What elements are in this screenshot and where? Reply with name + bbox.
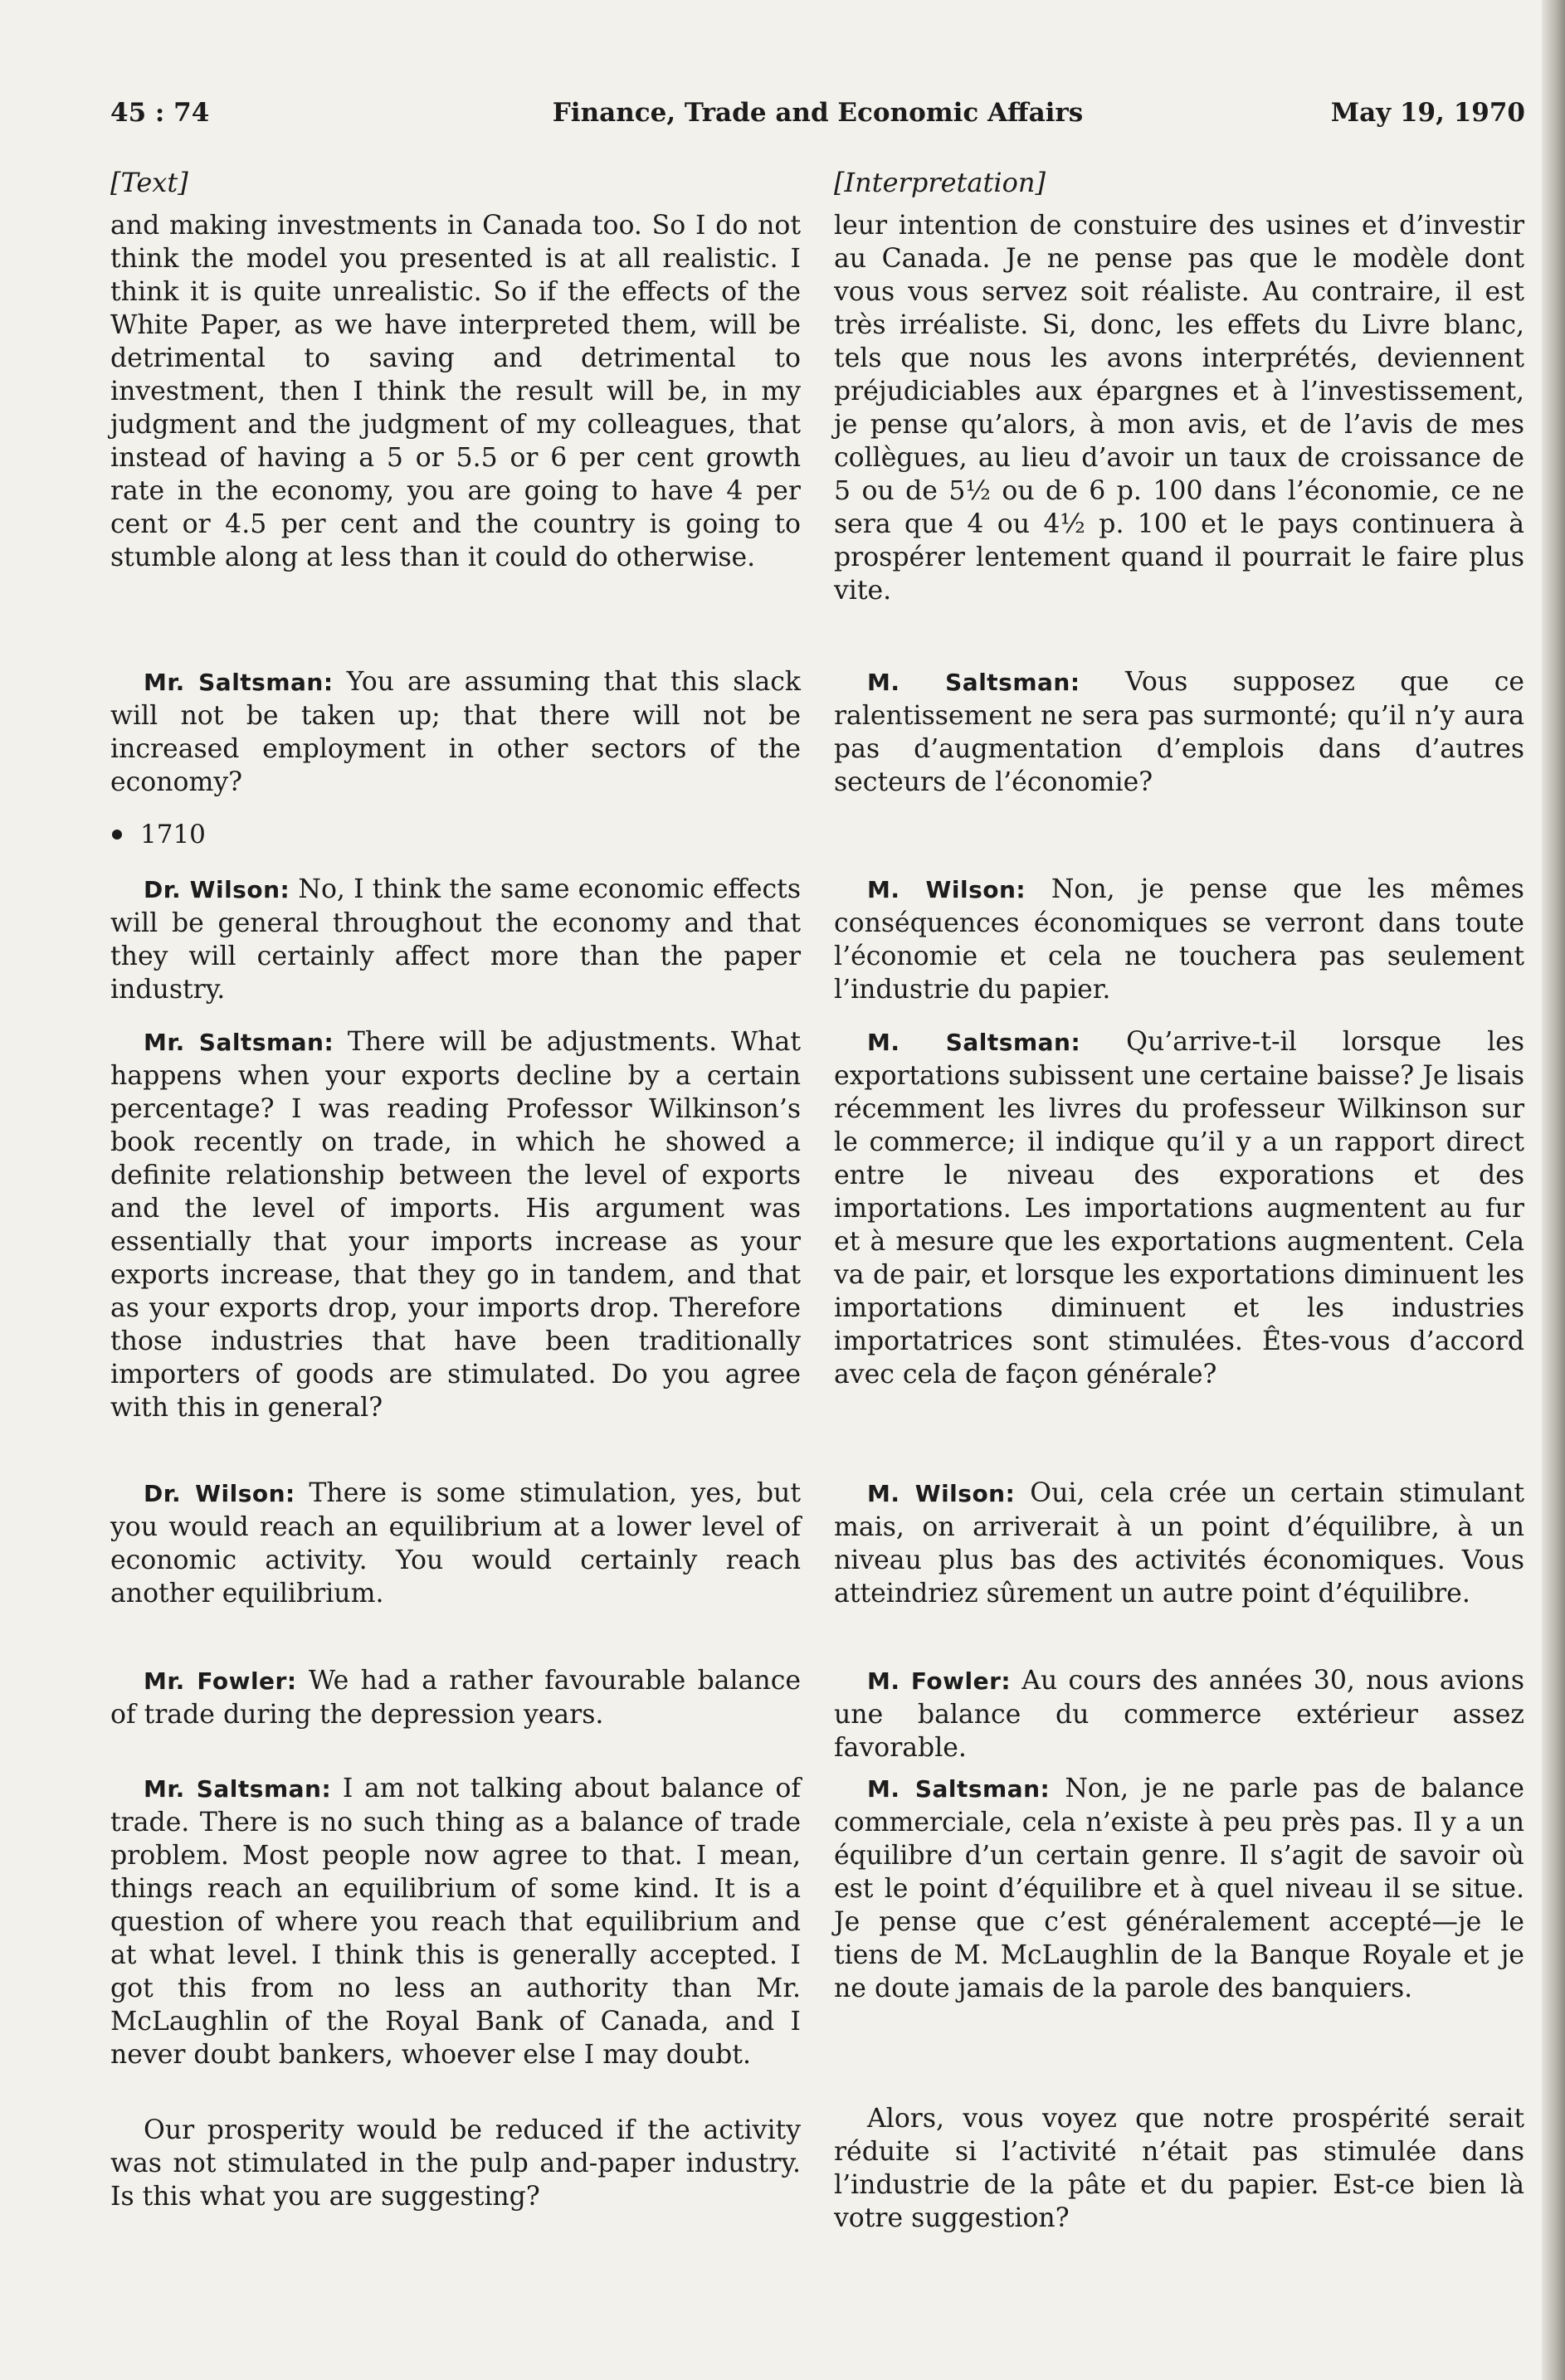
- speech: [834, 873, 1524, 1006]
- speech: [834, 1477, 1524, 1610]
- speaker-name: Mr. Saltsman:: [144, 1029, 334, 1056]
- column-label-text: [Text]: [110, 167, 188, 198]
- paragraph: [110, 2114, 801, 2213]
- time-marker-text: 1710: [140, 820, 206, 849]
- speech-text: There will be adjustments. What happens when your exports decline by a certain percentage? I was reading Professor Wilkinson’s book recently on trade, in which he showed a definite relationship between the level of exports and the level of imports. His argument was essentially that your imports increase as your exports increase, that they go in tandem, and that as your exports drop, your imports drop. Therefore those industries that have been traditionally importers of goods are stimulated. Do you agree with this in general?: [110, 1027, 801, 1423]
- speech-text: Non, je pense que les mêmes conséquences économiques se verront dans toute l’économie et cela ne touchera pas seulement l’industrie du papier.: [834, 874, 1524, 1005]
- speaker-name: M. Saltsman:: [867, 1775, 1051, 1803]
- speaker-name: Dr. Wilson:: [144, 1480, 295, 1507]
- speaker-name: Mr. Saltsman:: [144, 669, 334, 696]
- speaker-name: M. Wilson:: [867, 1480, 1016, 1507]
- speech: [834, 1664, 1524, 1764]
- paragraph: [110, 209, 801, 574]
- page-number: 45 : 74: [110, 98, 210, 128]
- speaker-name: M. Saltsman:: [867, 1029, 1081, 1056]
- speaker-name: Dr. Wilson:: [144, 876, 290, 903]
- speech-text: Au cours des années 30, nous avions une balance du commerce extérieur assez favorable.: [834, 1666, 1525, 1763]
- header-date: May 19, 1970: [1330, 98, 1525, 128]
- page-edge-shadow: [1542, 0, 1565, 2380]
- speech-text: Vous supposez que ce ralentissement ne sera pas surmonté; qu’il n’y aura pas d’augmentation d’emplois dans d’autres secteurs de l’économie?: [834, 667, 1524, 797]
- english-column: [110, 166, 801, 2212]
- paragraph-text: Alors, vous voyez que notre prospérité serait réduite si l’activité n’était pas stimulée dans l’industrie de la pâte et du papier. Est-ce bien là votre suggestion?: [834, 2104, 1524, 2233]
- paragraph-text: Our prosperity would be reduced if the activity was not stimulated in the pulp and-paper industry. Is this what you are suggesting?: [110, 2115, 801, 2212]
- french-column: [834, 166, 1525, 2233]
- speech: [110, 1664, 801, 1731]
- speech: [110, 665, 801, 799]
- speech-text: There is some stimulation, yes, but you would reach an equilibrium at a lower level of economic activity. You would certainly reach another equilibrium.: [110, 1478, 801, 1609]
- speech: [110, 1772, 801, 2071]
- speaker-name: Mr. Fowler:: [144, 1667, 297, 1695]
- speaker-name: M. Fowler:: [867, 1667, 1012, 1695]
- speech-text: No, I think the same economic effects will be general throughout the economy and that they will certainly affect more than the paper industry.: [110, 874, 801, 1005]
- speech: [834, 1025, 1524, 1391]
- speech-text: Qu’arrive-t-il lorsque les exportations subissent une certaine baisse? Je lisais récemment les livres du professeur Wilkinson sur le commerce; il indique qu’il y a un rapport direct entre le niveau des exporations et des importations. Les importations augmentent au fur et à mesure que les exportations augmentent. Cela va de pair, et lorsque les exportations diminuent les importations diminuent et les industries importatrices sont stimulées. Êtes-vous d’accord avec cela de façon générale?: [834, 1027, 1524, 1390]
- speech: [110, 1025, 801, 1424]
- speech: [834, 665, 1524, 799]
- speaker-name: M. Wilson:: [867, 876, 1026, 903]
- time-marker: [110, 818, 801, 851]
- speech-text: Oui, cela crée un certain stimulant mais, on arriverait à un point d’équilibre, à un niveau plus bas des activités économiques. Vous atteindriez sûrement un autre point d’équilibre.: [834, 1478, 1524, 1609]
- speaker-name: M. Saltsman:: [867, 669, 1080, 696]
- running-title: Finance, Trade and Economic Affairs: [552, 98, 1084, 128]
- paragraph-text: and making investments in Canada too. So I do not think the model you presented is at all realistic. I think it is quite unrealistic. So if the effects of the White Paper, as we have interpreted them, will be detrimental to saving and detrimental to investment, then I think the result will be, in my judgment and the judgment of my colleagues, that instead of having a 5 or 5.5 or 6 per cent growth rate in the economy, you are going to have 4 per cent or 4.5 per cent and the country is going to stumble along at less than it could do otherwise.: [110, 211, 801, 572]
- column-label-text: [Interpretation]: [834, 167, 1046, 198]
- speech-text: We had a rather favourable balance of trade during the depression years.: [110, 1666, 801, 1730]
- speech: [110, 873, 801, 1006]
- speech: [110, 1477, 801, 1610]
- paragraph: [834, 2102, 1524, 2235]
- speaker-name: Mr. Saltsman:: [144, 1775, 332, 1803]
- running-header: [110, 98, 1525, 134]
- bullet-icon: [112, 830, 122, 840]
- paragraph: [834, 209, 1524, 607]
- paragraph-text: leur intention de constuire des usines et d’investir au Canada. Je ne pense pas que le modèle dont vous vous servez soit réaliste. Au contraire, il est très irréaliste. Si, donc, les effets du Livre blanc, tels que nous les avons interprétés, deviennent préjudiciables aux épargnes et à l’investissement, je pense qu’alors, à mon avis, et de l’avis de mes collègues, au lieu d’avoir un taux de croissance de 5 ou de 5½ ou de 6 p. 100 dans l’économie, ce ne sera que 4 ou 4½ p. 100 et le pays continuera à prospérer lentement quand il pourrait le faire plus vite.: [834, 211, 1524, 606]
- speech-text: Non, je ne parle pas de balance commerciale, cela n’existe à peu près pas. Il y a un équilibre d’un certain genre. Il s’agit de savoir où est le point d’équilibre et à quel niveau il se situe. Je pense que c’est généralement accepté—je le tiens de M. McLaughlin de la Banque Royale et je ne doute jamais de la parole des banquiers.: [834, 1774, 1524, 2003]
- speech-text: You are assuming that this slack will not be taken up; that there will not be increased employment in other sectors of the economy?: [110, 667, 801, 797]
- speech: [834, 1772, 1524, 2005]
- speech-text: I am not talking about balance of trade. There is no such thing as a balance of trade problem. Most people now agree to that. I mean, things reach an equilibrium of some kind. It is a question of where you reach that equilibrium and at what level. I think this is generally accepted. I got this from no less an authority than Mr. McLaughlin of the Royal Bank of Canada, and I never doubt bankers, whoever else I may doubt.: [110, 1774, 801, 2070]
